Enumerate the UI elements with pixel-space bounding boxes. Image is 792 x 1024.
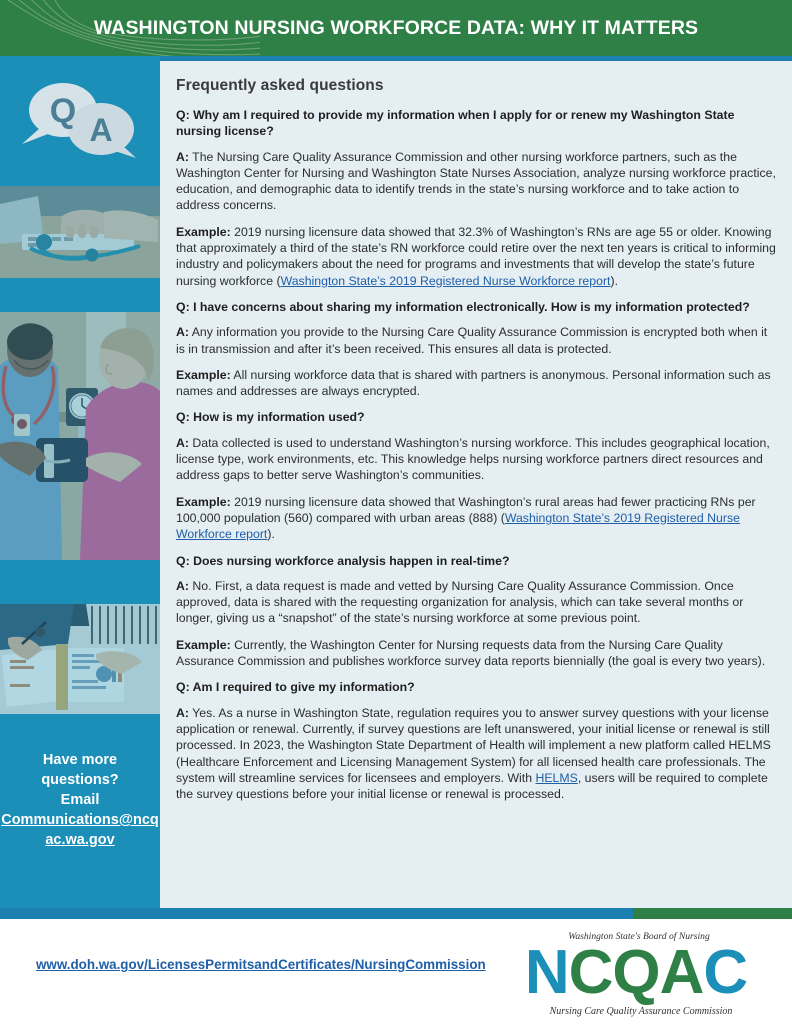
photo-hands-typing-laptop-with-stethoscope <box>0 186 160 278</box>
logo-wordmark <box>505 940 767 1006</box>
logo-letter-c1: C <box>568 938 613 1007</box>
answer-label: A: <box>176 705 189 720</box>
faq-answer <box>176 149 776 214</box>
logo-letter-a: A <box>659 938 704 1007</box>
example-text-before: All nursing workforce data that is shared with partners is anonymous. Personal information such as names and addresses are always encrypted. <box>176 367 771 399</box>
answer-text: Any information you provide to the Nursing Care Quality Assurance Commission is encrypted both when it is in transmission and after it’s been received. This ensures all data is protected. <box>176 325 768 356</box>
answer-text: No. First, a data request is made and vetted by Nursing Care Quality Assurance Commission. Once approved, data is shared with the requesting organization for analysis, which can take several months or longer, giving us a “snapshot” of the state’s nursing workforce at some previous point. <box>176 578 744 626</box>
answer-label: A: <box>176 149 189 164</box>
faq-question: Q: Why am I required to provide my information when I apply for or renew my Washington State nursing license? <box>176 108 735 139</box>
faq-example <box>176 494 776 543</box>
faq-answer <box>176 435 776 484</box>
faq-question: Q: Does nursing workforce analysis happen in real-time? <box>176 553 510 568</box>
faq-item <box>176 299 776 399</box>
faq-answer <box>176 324 776 357</box>
photo-nurse-taking-blood-pressure <box>0 312 160 560</box>
helms-link[interactable]: HELMS <box>535 770 578 785</box>
answer-label: A: <box>176 578 189 593</box>
page-header <box>0 0 792 56</box>
photo-tint-overlay <box>0 186 160 278</box>
faq-item <box>176 409 776 542</box>
faq-answer <box>176 705 776 803</box>
question-answer-speech-bubbles-icon <box>0 56 160 186</box>
ncqac-logo <box>505 929 767 1017</box>
faq-question: Q: I have concerns about sharing my information electronically. How is my information protected? <box>176 299 750 314</box>
photo-tint-overlay <box>0 312 160 560</box>
sidebar-gap <box>0 560 160 604</box>
faq-item <box>176 553 776 670</box>
faq-item <box>176 679 776 802</box>
logo-tagline-bottom: Nursing Care Quality Assurance Commission <box>549 1006 733 1017</box>
example-text-after: ). <box>610 273 618 288</box>
example-label: Example: <box>176 367 231 382</box>
left-sidebar <box>0 56 160 908</box>
contact-line-3: Email <box>60 792 100 808</box>
example-text-before: 2019 nursing licensure data showed that 32.3% of Washington’s RNs are age 55 or older. Knowing that approximately a third of the state’s RN workforce could retire over the next ten years is critical to informing industry and policymakers about the need for programs and investments that will develop the state’s future nursing workforce ( <box>176 224 776 288</box>
page-title: WASHINGTON NURSING WORKFORCE DATA: WHY IT MATTERS <box>93 17 699 39</box>
faq-example <box>176 224 776 289</box>
nursing-commission-url-link[interactable]: www.doh.wa.gov/LicensesPermitsandCertificates/NursingCommission <box>36 957 486 972</box>
answer-text-after: , users will be required to complete the survey questions before your initial license or renewal is processed. <box>176 770 768 802</box>
workforce-report-link[interactable]: Washington State’s 2019 Registered Nurse Workforce report <box>176 510 740 542</box>
photo-people-reviewing-data-charts <box>0 604 160 714</box>
svg-text:A: A <box>89 112 113 148</box>
faq-answer <box>176 578 776 627</box>
contact-block <box>0 714 160 850</box>
example-text-before: Currently, the Washington Center for Nursing requests data from the Nursing Care Quality Assurance Commission and publishes workforce survey data reports biennially (the goal is every two years). <box>176 637 766 669</box>
contact-email-link[interactable]: Communications@ncqac.wa.gov <box>1 812 159 848</box>
qa-icon-block <box>0 56 160 186</box>
answer-label: A: <box>176 325 189 340</box>
logo-letter-n: N <box>524 938 569 1007</box>
example-text-after: ). <box>267 527 275 542</box>
workforce-report-link[interactable]: Washington State’s 2019 Registered Nurse Workforce report <box>280 273 611 288</box>
example-label: Example: <box>176 224 231 239</box>
faq-question: Q: Am I required to give my information? <box>176 680 415 695</box>
answer-text: Data collected is used to understand Washington’s nursing workforce. This includes geographical location, license type, work environments, etc. This knowledge helps nursing workforce partners direct resources and address gaps to better serve Washington’s communities. <box>176 435 770 483</box>
footer-bar-green <box>633 908 792 919</box>
photo-tint-overlay <box>0 604 160 714</box>
logo-letter-c2: C <box>703 938 748 1007</box>
answer-label: A: <box>176 435 189 450</box>
page-footer <box>0 919 792 1024</box>
faq-example <box>176 367 776 400</box>
example-text-before: 2019 nursing licensure data showed that Washington’s rural areas had fewer practicing RNs per 100,000 population (560) compared with urban areas (888) ( <box>176 494 756 525</box>
logo-letter-q: Q <box>612 938 660 1007</box>
faq-question: Q: How is my information used? <box>176 410 365 425</box>
answer-text-before: Yes. As a nurse in Washington State, regulation requires you to answer survey questions with your license application or renewal. Currently, if survey questions are left unanswered, your initial license or renewal is still processed. In 2023, the Washington State Department of Health will implement a new platform called HELMS (Healthcare Enforcement and Licensing Management System) for all licensed health care professionals. The system will streamline services for licensees and employers. With <box>176 705 771 785</box>
example-label: Example: <box>176 637 231 652</box>
footer-bar-teal <box>0 908 633 919</box>
faq-content-panel <box>160 56 792 908</box>
logo-tagline-top: Washington State's Board of Nursing <box>568 931 710 942</box>
contact-line-2: questions? <box>41 772 119 788</box>
sidebar-gap <box>0 278 160 312</box>
contact-line-1: Have more <box>42 752 118 768</box>
example-label: Example: <box>176 494 231 509</box>
answer-text: The Nursing Care Quality Assurance Commission and other nursing workforce partners, such as the Washington Center for Nursing and Washington State Nurses Association, analyze nursing workforce practice, education, and demographic data to identify trends in the state’s nursing workforce and to take action to address concerns. <box>176 149 776 213</box>
svg-text:Q: Q <box>49 92 77 130</box>
faq-item <box>176 107 776 289</box>
faq-example <box>176 637 776 670</box>
faq-heading: Frequently asked questions <box>176 77 384 94</box>
